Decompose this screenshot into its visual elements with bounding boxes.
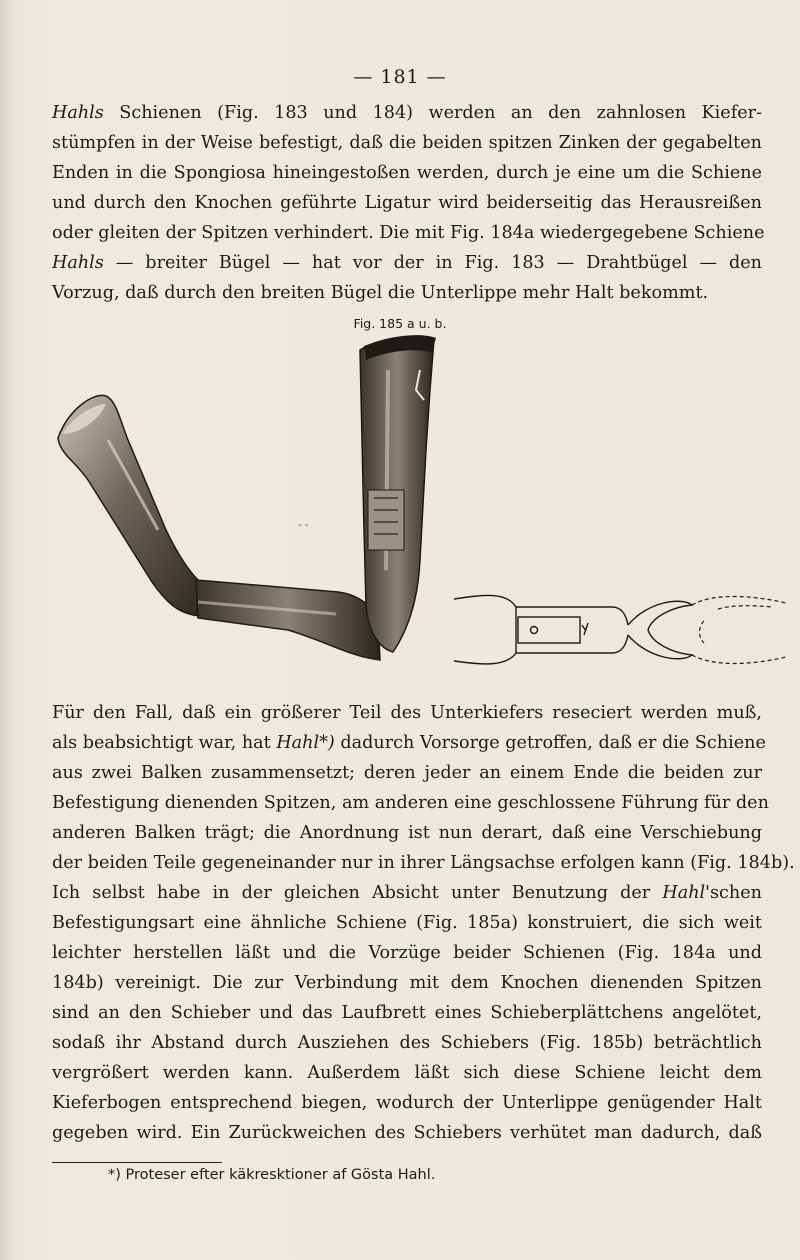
text-line: sind an den Schieber und das Laufbrett eines Schieberplättchens angelötet, [52,1003,762,1023]
svg-text:- -: - - [298,520,309,531]
author-name: Hahl' [662,883,711,903]
text-line: sodaß ihr Abstand durch Ausziehen des Schiebers (Fig. 185b) beträchtlich [52,1033,762,1053]
text-line: 184b) vereinigt. Die zur Verbindung mit dem Knochen dienenden Spitzen [52,973,762,993]
slider-plate [518,617,580,643]
text-line: anderen Balken trägt; die Anordnung ist nun derart, daß eine Verschiebung [52,823,762,843]
slider-joint [368,490,404,550]
paragraph-hahl-schiene [52,698,795,1148]
footnote-rule [52,1162,222,1163]
text-line: oder gleiten der Spitzen verhindert. Die mit Fig. 184a wiedergegebene Schiene [52,223,765,243]
text-line: Ich selbst habe in der gleichen Absicht unter Benutzung der Hahl'schen [52,883,762,903]
author-name: Hahl*) [276,733,335,753]
text-line: Befestigungsart eine ähnliche Schiene (Fig. 185a) konstruiert, die sich weit [52,913,762,933]
author-name: Hahls [52,253,104,273]
text-line: Enden in die Spongiosa hineingestoßen werden, durch je eine um die Schiene [52,163,762,183]
figure-185b-drawing [452,585,792,675]
extended-position-outline [692,597,786,606]
text-line: stümpfen in der Weise befestigt, daß die beiden spitzen Zinken der gegabelten [52,133,762,153]
page-number: — 181 — [353,66,447,88]
splint-base-bar [196,580,380,660]
figure-185a-photo [48,330,448,670]
text-line: aus zwei Balken zusammensetzt; deren jeder an einem Ende die beiden zur [52,763,762,783]
text-line: vergrößert werden kann. Außerdem läßt sich diese Schiene leicht dem [52,1063,762,1083]
footnote: *) Proteser efter käkresktioner af Gösta Hahl. [108,1167,436,1183]
paragraph-hahls-schienen [52,98,765,308]
author-name: Hahls [52,103,104,123]
text-line: Hahls Schienen (Fig. 183 und 184) werden an den zahnlosen Kiefer- [52,103,762,123]
text-line: gegeben wird. Ein Zurückweichen des Schiebers verhütet man dadurch, daß [52,1123,762,1143]
text-line: als beabsichtigt war, hat Hahl*) dadurch Vorsorge getroffen, daß er die Schiene [52,733,766,753]
text-line: und durch den Knochen geführte Ligatur wird beiderseitig das Herausreißen [52,193,762,213]
figure-caption: Fig. 185 a u. b. [353,316,447,331]
text-line: Kieferbogen entsprechend biegen, wodurch der Unterlippe genügender Halt [52,1093,762,1113]
text-line: der beiden Teile gegeneinander nur in ihrer Längsachse erfolgen kann (Fig. 184b). [52,853,795,873]
text-line: Hahls — breiter Bügel — hat vor der in Fig. 183 — Drahtbügel — den [52,253,762,273]
text-line: Für den Fall, daß ein größerer Teil des Unterkiefers reseciert werden muß, [52,703,762,723]
text-line: Vorzug, daß durch den breiten Bügel die Unterlippe mehr Halt bekommt. [52,283,709,303]
text-line: Befestigung dienenden Spitzen, am anderen eine geschlossene Führung für den [52,793,769,813]
text-line: leichter herstellen läßt und die Vorzüge beider Schienen (Fig. 184a und [52,943,762,963]
splint-right-prong [628,601,692,658]
splint-left-prong [454,595,516,664]
